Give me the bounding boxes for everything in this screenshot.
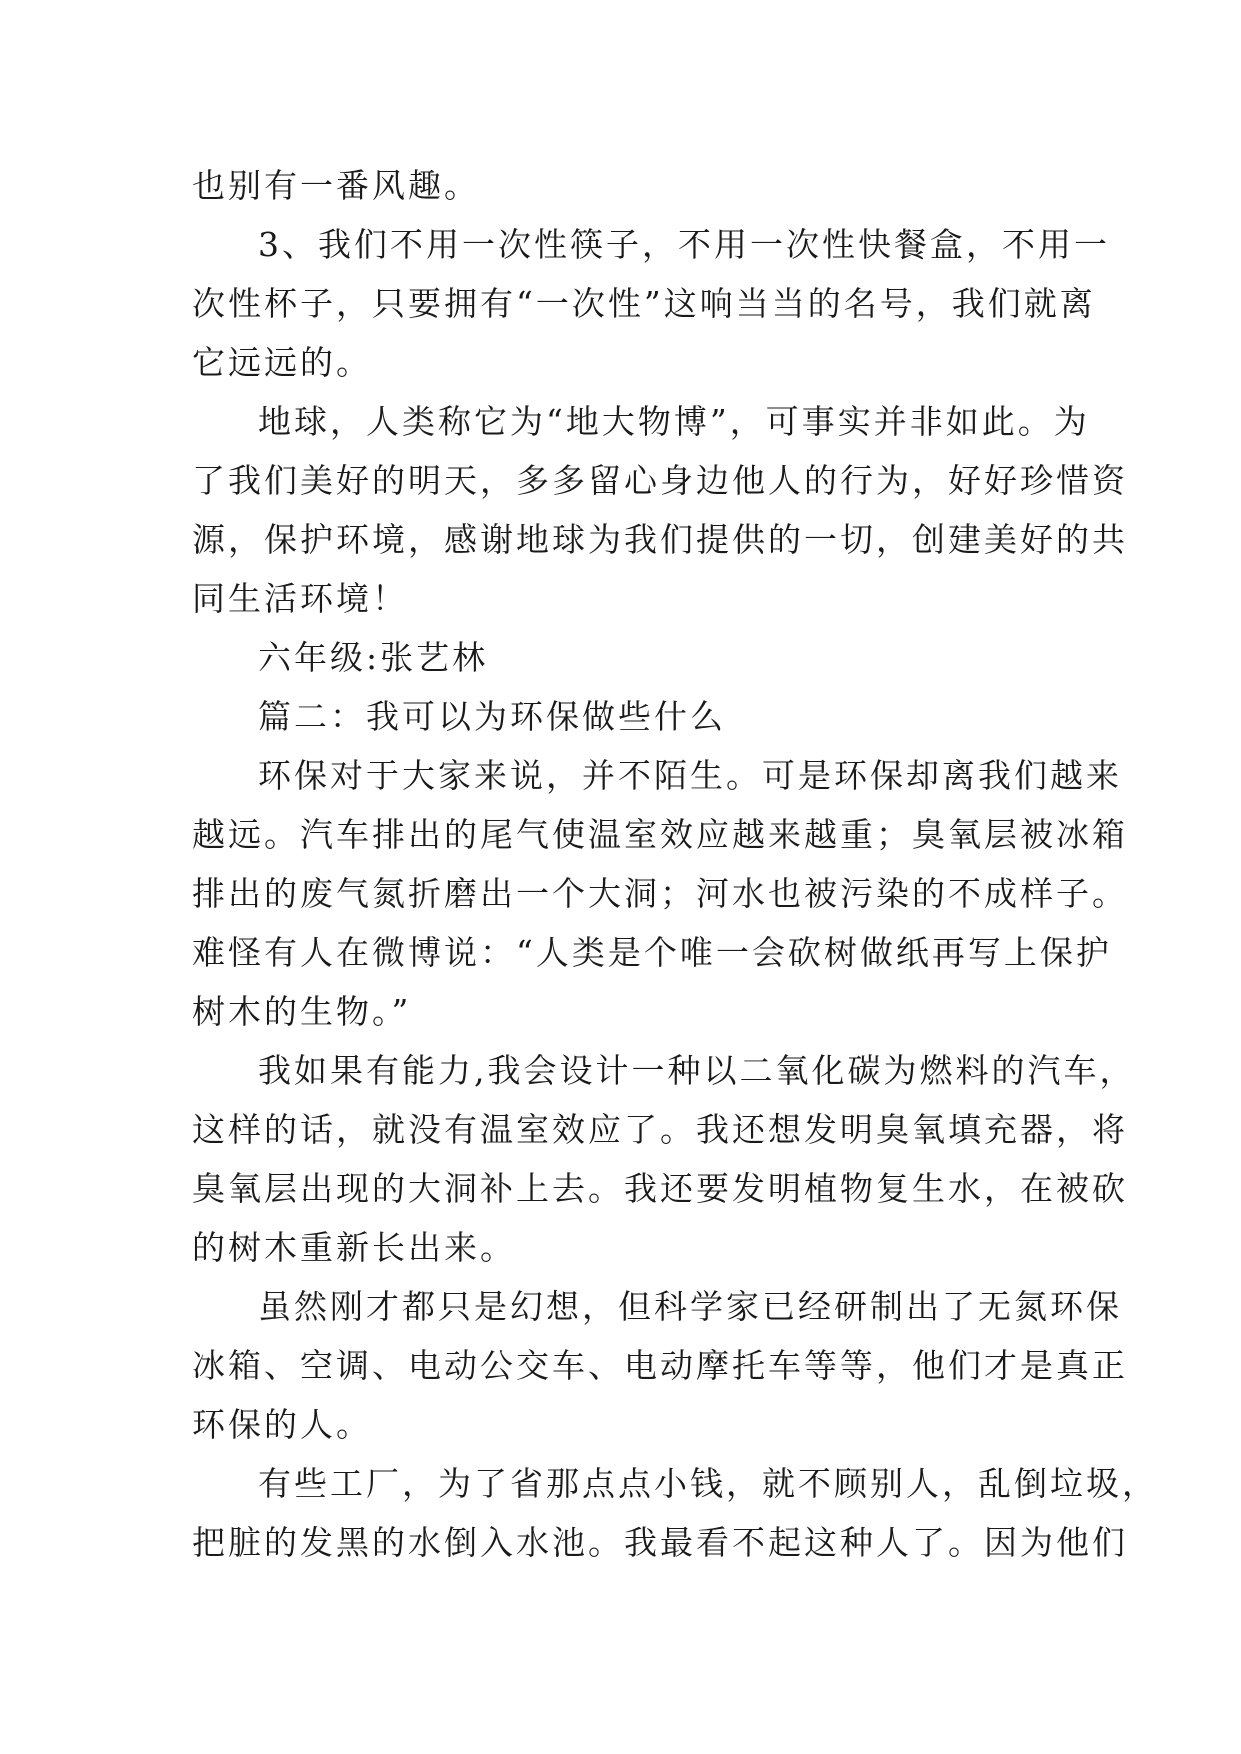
text-line: 臭氧层出现的大洞补上去。我还要发明植物复生水，在被砍 [192,1169,1128,1208]
paragraph [192,1277,1128,1454]
document-body [192,156,1158,1572]
text-line: 源，保护环境，感谢地球为我们提供的一切，创建美好的共 [192,520,1128,559]
text-line: 环保的人。 [192,1405,372,1444]
paragraph [192,628,1072,687]
paragraph [192,156,1072,215]
text-line: 六年级:张艺林 [258,638,489,677]
text-line: 了我们美好的明天，多多留心身边他人的行为，好好珍惜资 [192,461,1128,500]
paragraph [192,215,1110,392]
paragraph [192,392,1128,628]
paragraph [192,1454,1158,1572]
text-line: 的树木重新长出来。 [192,1228,516,1267]
text-line: 这样的话，就没有温室效应了。我还想发明臭氧填充器，将 [192,1110,1128,1149]
text-line: 树木的生物。” [192,992,412,1031]
text-line: 把脏的发黑的水倒入水池。我最看不起这种人了。因为他们 [192,1523,1128,1562]
text-line: 也别有一番风趣。 [192,166,480,205]
paragraph [192,1041,1136,1277]
text-line: 有些工厂，为了省那点点小钱，就不顾别人，乱倒垃圾， [258,1464,1158,1503]
text-line: 冰箱、空调、电动公交车、电动摩托车等等，他们才是真正 [192,1346,1128,1385]
text-line: 难怪有人在微博说：“人类是个唯一会砍树做纸再写上保护 [192,933,1112,972]
text-line: 它远远的。 [192,343,372,382]
text-line: 篇二：我可以为环保做些什么 [258,697,726,736]
text-line: 环保对于大家来说，并不陌生。可是环保却离我们越来 [258,756,1122,795]
paragraph [192,746,1128,1041]
paragraph [192,687,1072,746]
text-line: 次性杯子，只要拥有“一次性”这响当当的名号，我们就离 [192,284,1096,323]
text-line: 越远。汽车排出的尾气使温室效应越来越重；臭氧层被冰箱 [192,815,1128,854]
text-line: 我如果有能力,我会设计一种以二氧化碳为燃料的汽车， [258,1051,1136,1090]
text-line: 虽然刚才都只是幻想，但科学家已经研制出了无氮环保 [258,1287,1122,1326]
text-line: 地球，人类称它为“地大物博”，可事实并非如此。为 [258,402,1090,441]
text-line: 排出的废气氮折磨出一个大洞；河水也被污染的不成样子。 [192,874,1128,913]
text-line: 3、我们不用一次性筷子，不用一次性快餐盒，不用一 [258,225,1110,264]
text-line: 同生活环境！ [192,579,408,618]
